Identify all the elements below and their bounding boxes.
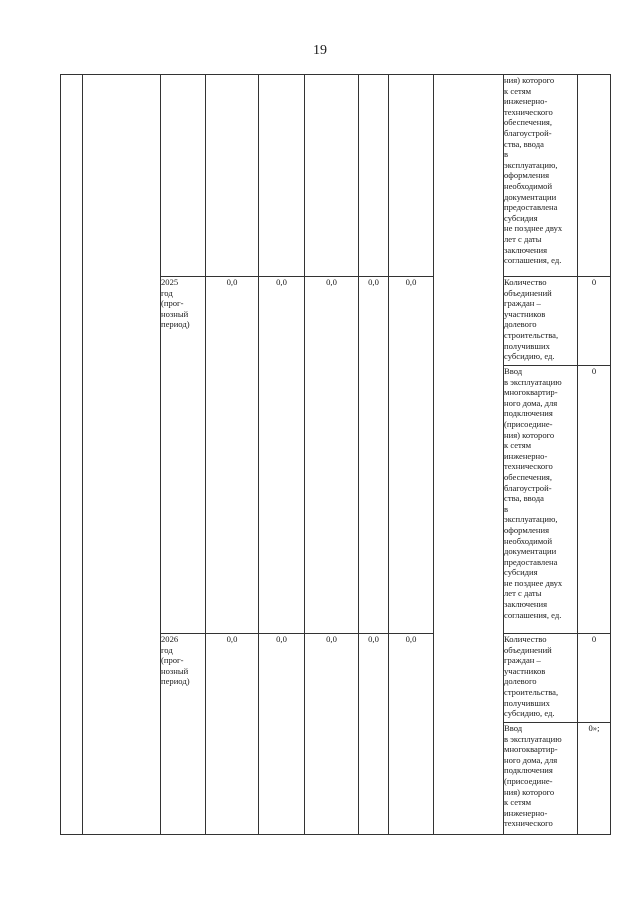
value-cell: 0,0 xyxy=(259,277,305,634)
text-line: обеспечения, xyxy=(504,471,553,482)
text-line: соглашения, ед. xyxy=(504,255,562,266)
text-line: не позднее двух xyxy=(504,577,563,588)
text-line: получивших xyxy=(504,697,550,708)
value-cell: 0,0 xyxy=(259,634,305,835)
text-line: ства, ввода xyxy=(504,493,544,504)
text-line: Количество xyxy=(504,634,547,644)
text-line: благоустрой- xyxy=(504,482,552,493)
text-line: к сетям xyxy=(504,440,532,451)
text-line: технического xyxy=(504,106,553,117)
text-line: оформления xyxy=(504,170,550,181)
text-line: субсидию, ед. xyxy=(504,351,555,362)
text-line: в эксплуатацию xyxy=(504,733,562,744)
text-line: предоставлена xyxy=(504,556,558,567)
text-line: период) xyxy=(161,319,190,330)
text-line: период) xyxy=(161,676,190,687)
text-line: (присоедине- xyxy=(504,775,553,786)
indicator-value-cell xyxy=(578,75,611,277)
indicator-cell xyxy=(504,723,578,835)
text-line: в эксплуатацию xyxy=(504,376,562,387)
text-line: строительства, xyxy=(504,329,559,340)
value-cell: 0,0 xyxy=(389,634,434,835)
text-line: ного дома, для xyxy=(504,397,558,408)
text-line: Количество xyxy=(504,277,547,287)
text-line: необходимой xyxy=(504,180,553,191)
table-cell xyxy=(206,75,259,277)
table-row xyxy=(61,75,611,277)
text-line: заключения xyxy=(504,599,548,610)
text-line: эксплуатацию, xyxy=(504,514,558,525)
text-line: граждан – xyxy=(504,655,541,666)
text-line: благоустрой- xyxy=(504,127,552,138)
table-cell xyxy=(259,75,305,277)
value-cell: 0,0 xyxy=(305,634,359,835)
text-line: (прог- xyxy=(161,655,184,666)
text-line: подключения xyxy=(504,408,553,419)
value-cell: 0,0 xyxy=(359,277,389,634)
text-line: ния) которого xyxy=(504,786,555,797)
text-line: оформления xyxy=(504,524,550,535)
text-line: подключения xyxy=(504,765,553,776)
text-line: многоквартир- xyxy=(504,744,558,755)
text-line: инженерно- xyxy=(504,96,548,107)
text-line: долевого xyxy=(504,676,537,687)
text-line: год xyxy=(161,287,173,298)
page-number: 19 xyxy=(313,43,327,58)
value-cell: 0,0 xyxy=(359,634,389,835)
text-line: субсидия xyxy=(504,567,538,578)
table-cell xyxy=(389,75,434,277)
text-line: Ввод xyxy=(504,723,523,733)
text-line: в xyxy=(504,503,509,514)
indicator-value-cell: 0 xyxy=(578,366,611,634)
text-line: ния) которого xyxy=(504,75,555,85)
indicator-value-cell: 0»; xyxy=(578,723,611,835)
text-line: субсидию, ед. xyxy=(504,708,555,719)
table-cell xyxy=(359,75,389,277)
year-period-cell xyxy=(161,277,206,634)
text-line: 2025 xyxy=(161,277,179,287)
text-line: получивших xyxy=(504,340,550,351)
table-cell xyxy=(434,75,504,835)
text-line: Ввод xyxy=(504,366,523,376)
text-line: объединений xyxy=(504,644,552,655)
indicator-cell xyxy=(504,277,578,366)
text-line: документации xyxy=(504,191,557,202)
table-cell xyxy=(161,75,206,277)
text-line: обеспечения, xyxy=(504,117,553,128)
text-line: нозный xyxy=(161,665,189,676)
text-line: необходимой xyxy=(504,535,553,546)
text-line: участников xyxy=(504,665,546,676)
budget-indicators-table xyxy=(60,74,611,835)
table-cell xyxy=(305,75,359,277)
text-line: инженерно- xyxy=(504,807,548,818)
value-cell: 0,0 xyxy=(389,277,434,634)
text-line: лет с даты xyxy=(504,233,542,244)
text-line: граждан – xyxy=(504,298,541,309)
indicator-value-cell: 0 xyxy=(578,277,611,366)
text-line: инженерно- xyxy=(504,450,548,461)
text-line: предоставлена xyxy=(504,202,558,213)
indicator-cell xyxy=(504,634,578,723)
year-period-cell xyxy=(161,634,206,835)
text-line: (прог- xyxy=(161,298,184,309)
text-line: эксплуатацию, xyxy=(504,159,558,170)
text-line: соглашения, ед. xyxy=(504,609,562,620)
text-line: к сетям xyxy=(504,797,532,808)
text-line: субсидия xyxy=(504,212,538,223)
text-line: (присоедине- xyxy=(504,418,553,429)
text-line: 2026 xyxy=(161,634,179,644)
text-line: объединений xyxy=(504,287,552,298)
text-line: нозный xyxy=(161,308,189,319)
value-cell: 0,0 xyxy=(206,277,259,634)
text-line: технического xyxy=(504,818,553,829)
text-line: документации xyxy=(504,546,557,557)
text-line: строительства, xyxy=(504,686,559,697)
indicator-value-cell: 0 xyxy=(578,634,611,723)
text-line: к сетям xyxy=(504,85,532,96)
indicator-cell xyxy=(504,75,578,277)
text-line: заключения xyxy=(504,244,548,255)
text-line: лет с даты xyxy=(504,588,542,599)
text-line: технического xyxy=(504,461,553,472)
table-cell xyxy=(83,75,161,835)
text-line: участников xyxy=(504,308,546,319)
value-cell: 0,0 xyxy=(305,277,359,634)
text-line: год xyxy=(161,644,173,655)
text-line: долевого xyxy=(504,319,537,330)
value-cell: 0,0 xyxy=(206,634,259,835)
text-line: ства, ввода xyxy=(504,138,544,149)
text-line: не позднее двух xyxy=(504,223,563,234)
text-line: ного дома, для xyxy=(504,754,558,765)
indicator-cell xyxy=(504,366,578,634)
text-line: многоквартир- xyxy=(504,387,558,398)
text-line: в xyxy=(504,149,509,160)
text-line: ния) которого xyxy=(504,429,555,440)
table-cell xyxy=(61,75,83,835)
